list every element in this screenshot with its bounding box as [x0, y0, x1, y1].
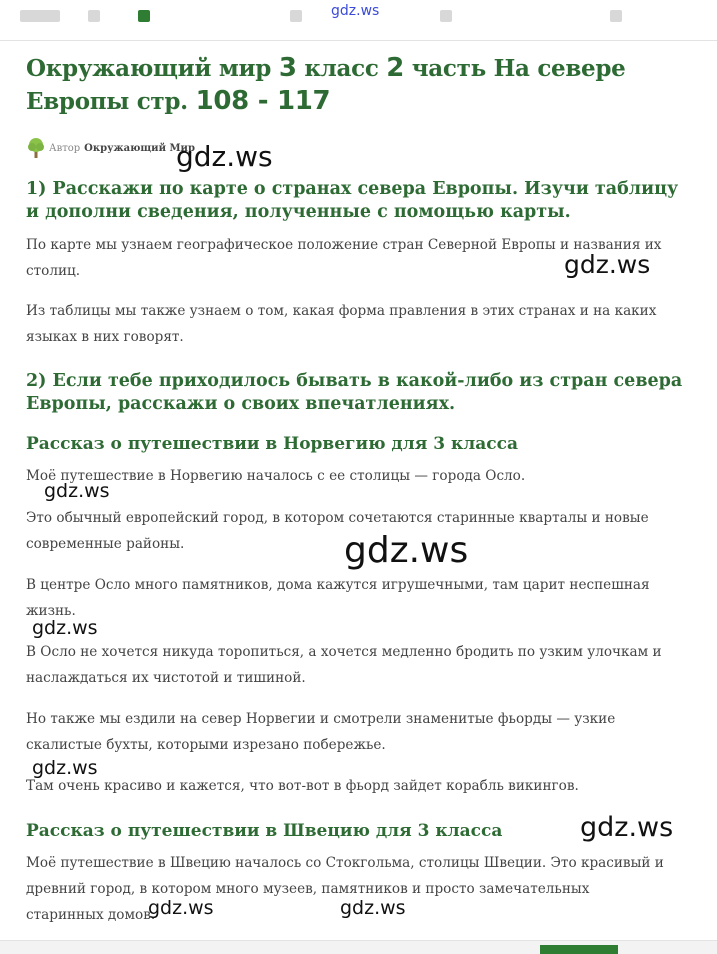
nav-item[interactable] — [88, 10, 100, 22]
bottom-pagination-bar — [0, 940, 717, 954]
nav-item[interactable] — [290, 10, 302, 22]
nav-item-active[interactable] — [138, 10, 150, 22]
paragraph: Но также мы ездили на север Норвегии и смотрели знаменитые фьорды — узкие скалистые бухты, которыми изрезано побережье. — [26, 711, 616, 753]
author-label: Автор — [49, 142, 81, 154]
nav-item[interactable] — [20, 10, 60, 22]
nav-item[interactable] — [610, 10, 622, 22]
paragraph: Там очень красиво и кажется, что вот-вот в фьорд зайдет корабль викингов. — [26, 778, 579, 794]
watermark: gdz.ws — [344, 530, 469, 571]
paragraph: Моё путешествие в Норвегию началось с ее столицы — города Осло. — [26, 468, 526, 484]
nav-item[interactable] — [440, 10, 452, 22]
paragraph: В центре Осло много памятников, дома кажутся игрушечными, там царит неспешная жизнь. — [26, 577, 650, 619]
watermark: gdz.ws — [340, 897, 406, 919]
watermark: gdz.ws — [32, 757, 98, 779]
paragraph: Из таблицы мы также узнаем о том, какая форма правления в этих странах и на каких языках в них говорят. — [26, 303, 657, 345]
author-name[interactable]: Окружающий Мир — [84, 142, 195, 154]
watermark: gdz.ws — [580, 812, 674, 843]
question-2-heading: 2) Если тебе приходилось бывать в какой-либо из стран севера Европы, расскажи о своих впечатлениях. — [26, 371, 683, 414]
watermark: gdz.ws — [176, 140, 273, 173]
top-navigation-bar — [0, 0, 717, 41]
question-1-heading: 1) Расскажи по карте о странах севера Европы. Изучи таблицу и дополни сведения, полученные с помощью карты. — [26, 179, 679, 222]
paragraph: Моё путешествие в Швецию началось со Стокгольма, столицы Швеции. Это красивый и древний город, в котором много музеев, памятников и просто замечательных старинных домов. — [26, 855, 664, 923]
watermark: gdz.ws — [148, 897, 214, 919]
sweden-story-heading: Рассказ о путешествии в Швецию для 3 класса — [26, 821, 503, 841]
watermark: gdz.ws — [331, 3, 380, 19]
paragraph: В Осло не хочется никуда торопиться, а хочется медленно бродить по узким улочкам и наслаждаться их чистотой и тишиной. — [26, 644, 662, 686]
tree-icon — [26, 137, 46, 159]
watermark: gdz.ws — [32, 617, 98, 639]
paragraph: Это обычный европейский город, в котором сочетаются старинные кварталы и новые современные районы. — [26, 510, 649, 552]
article-header — [26, 52, 686, 118]
watermark: gdz.ws — [44, 480, 110, 502]
page-title: Окружающий мир 3 класс 2 часть На севере Европы стр. 108 - 117 — [26, 53, 626, 116]
paragraph: По карте мы узнаем географическое положение стран Северной Европы и названия их столиц. — [26, 237, 662, 279]
watermark: gdz.ws — [564, 250, 651, 279]
author-line — [26, 137, 195, 159]
norway-story-heading: Рассказ о путешествии в Норвегию для 3 класса — [26, 434, 518, 454]
